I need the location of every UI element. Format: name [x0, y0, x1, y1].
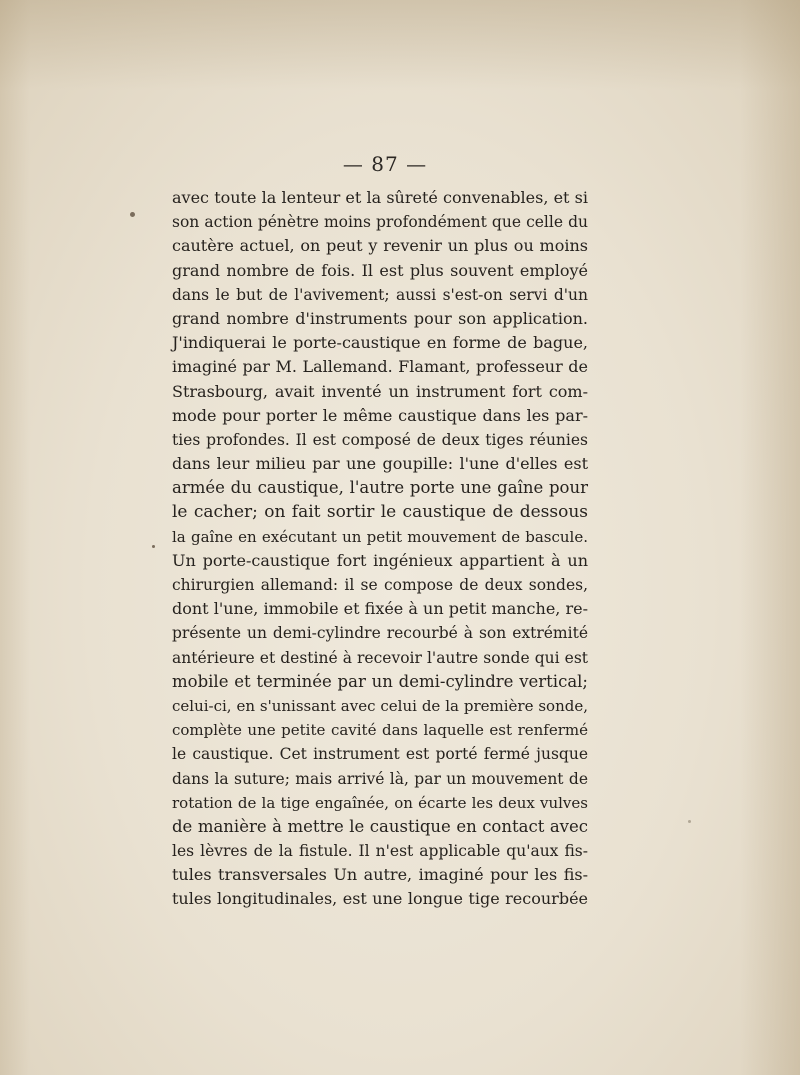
page-top-shadow	[0, 0, 800, 90]
text-line: rotation de la tige engaînée, on écarte les deux vulves	[172, 793, 588, 812]
text-line: chirurgien allemand: il se compose de deux sondes,	[172, 576, 588, 594]
ink-speck	[688, 820, 691, 823]
page-number: — 87 —	[342, 152, 428, 176]
text-line: dans le but de l'avivement; aussi s'est-on servi d'un	[172, 285, 588, 304]
text-line: imaginé par M. Lallemand. Flamant, professeur de	[172, 357, 588, 377]
text-line: mobile et terminée par un demi-cylindre vertical;	[172, 671, 588, 691]
text-line: complète une petite cavité dans laquelle est renfermé	[172, 721, 588, 740]
text-line: celui-ci, en s'unissant avec celui de la première sonde,	[172, 696, 588, 715]
text-line: les lèvres de la fistule. Il n'est applicable qu'aux fis-	[172, 842, 588, 861]
text-line: dans leur milieu par une goupille: l'une d'elles est	[172, 454, 588, 474]
text-line: dans la suture; mais arrivé là, par un mouvement de	[172, 769, 588, 788]
text-line: la gaîne en exécutant un petit mouvement de bascule.	[172, 527, 588, 546]
text-line: ties profondes. Il est composé de deux tiges réunies	[172, 430, 588, 449]
text-line: grand nombre d'instruments pour son application.	[172, 308, 588, 328]
text-line: le cacher; on fait sortir le caustique de dessous	[172, 502, 588, 523]
text-line: J'indiquerai le porte-caustique en forme de bague,	[172, 333, 588, 353]
text-line: Un porte-caustique fort ingénieux appartient à un	[172, 550, 588, 570]
text-line: présente un demi-cylindre recourbé à son extrémité	[172, 624, 588, 643]
text-line: avec toute la lenteur et la sûreté convenables, et si	[172, 188, 588, 207]
text-line: tules longitudinales, est une longue tige recourbée	[172, 889, 588, 909]
text-line: armée du caustique, l'autre porte une gaîne pour	[172, 478, 588, 498]
text-line: dont l'une, immobile et fixée à un petit manche, re-	[172, 599, 588, 619]
text-line: tules transversales Un autre, imaginé pour les fis-	[172, 865, 588, 885]
text-line: de manière à mettre le caustique en contact avec	[172, 816, 588, 836]
text-line: cautère actuel, on peut y revenir un plus ou moins	[172, 236, 588, 256]
text-line: grand nombre de fois. Il est plus souvent employé	[172, 260, 588, 280]
ink-speck	[152, 545, 155, 548]
ink-speck	[130, 212, 135, 217]
text-line: le caustique. Cet instrument est porté fermé jusque	[172, 745, 588, 764]
text-line: antérieure et destiné à recevoir l'autre sonde qui est	[172, 648, 588, 667]
body-text	[172, 186, 588, 912]
text-line: son action pénètre moins profondément que celle du	[172, 213, 588, 232]
text-line: Strasbourg, avait inventé un instrument fort com-	[172, 381, 588, 401]
text-line: mode pour porter le même caustique dans les par-	[172, 405, 588, 425]
